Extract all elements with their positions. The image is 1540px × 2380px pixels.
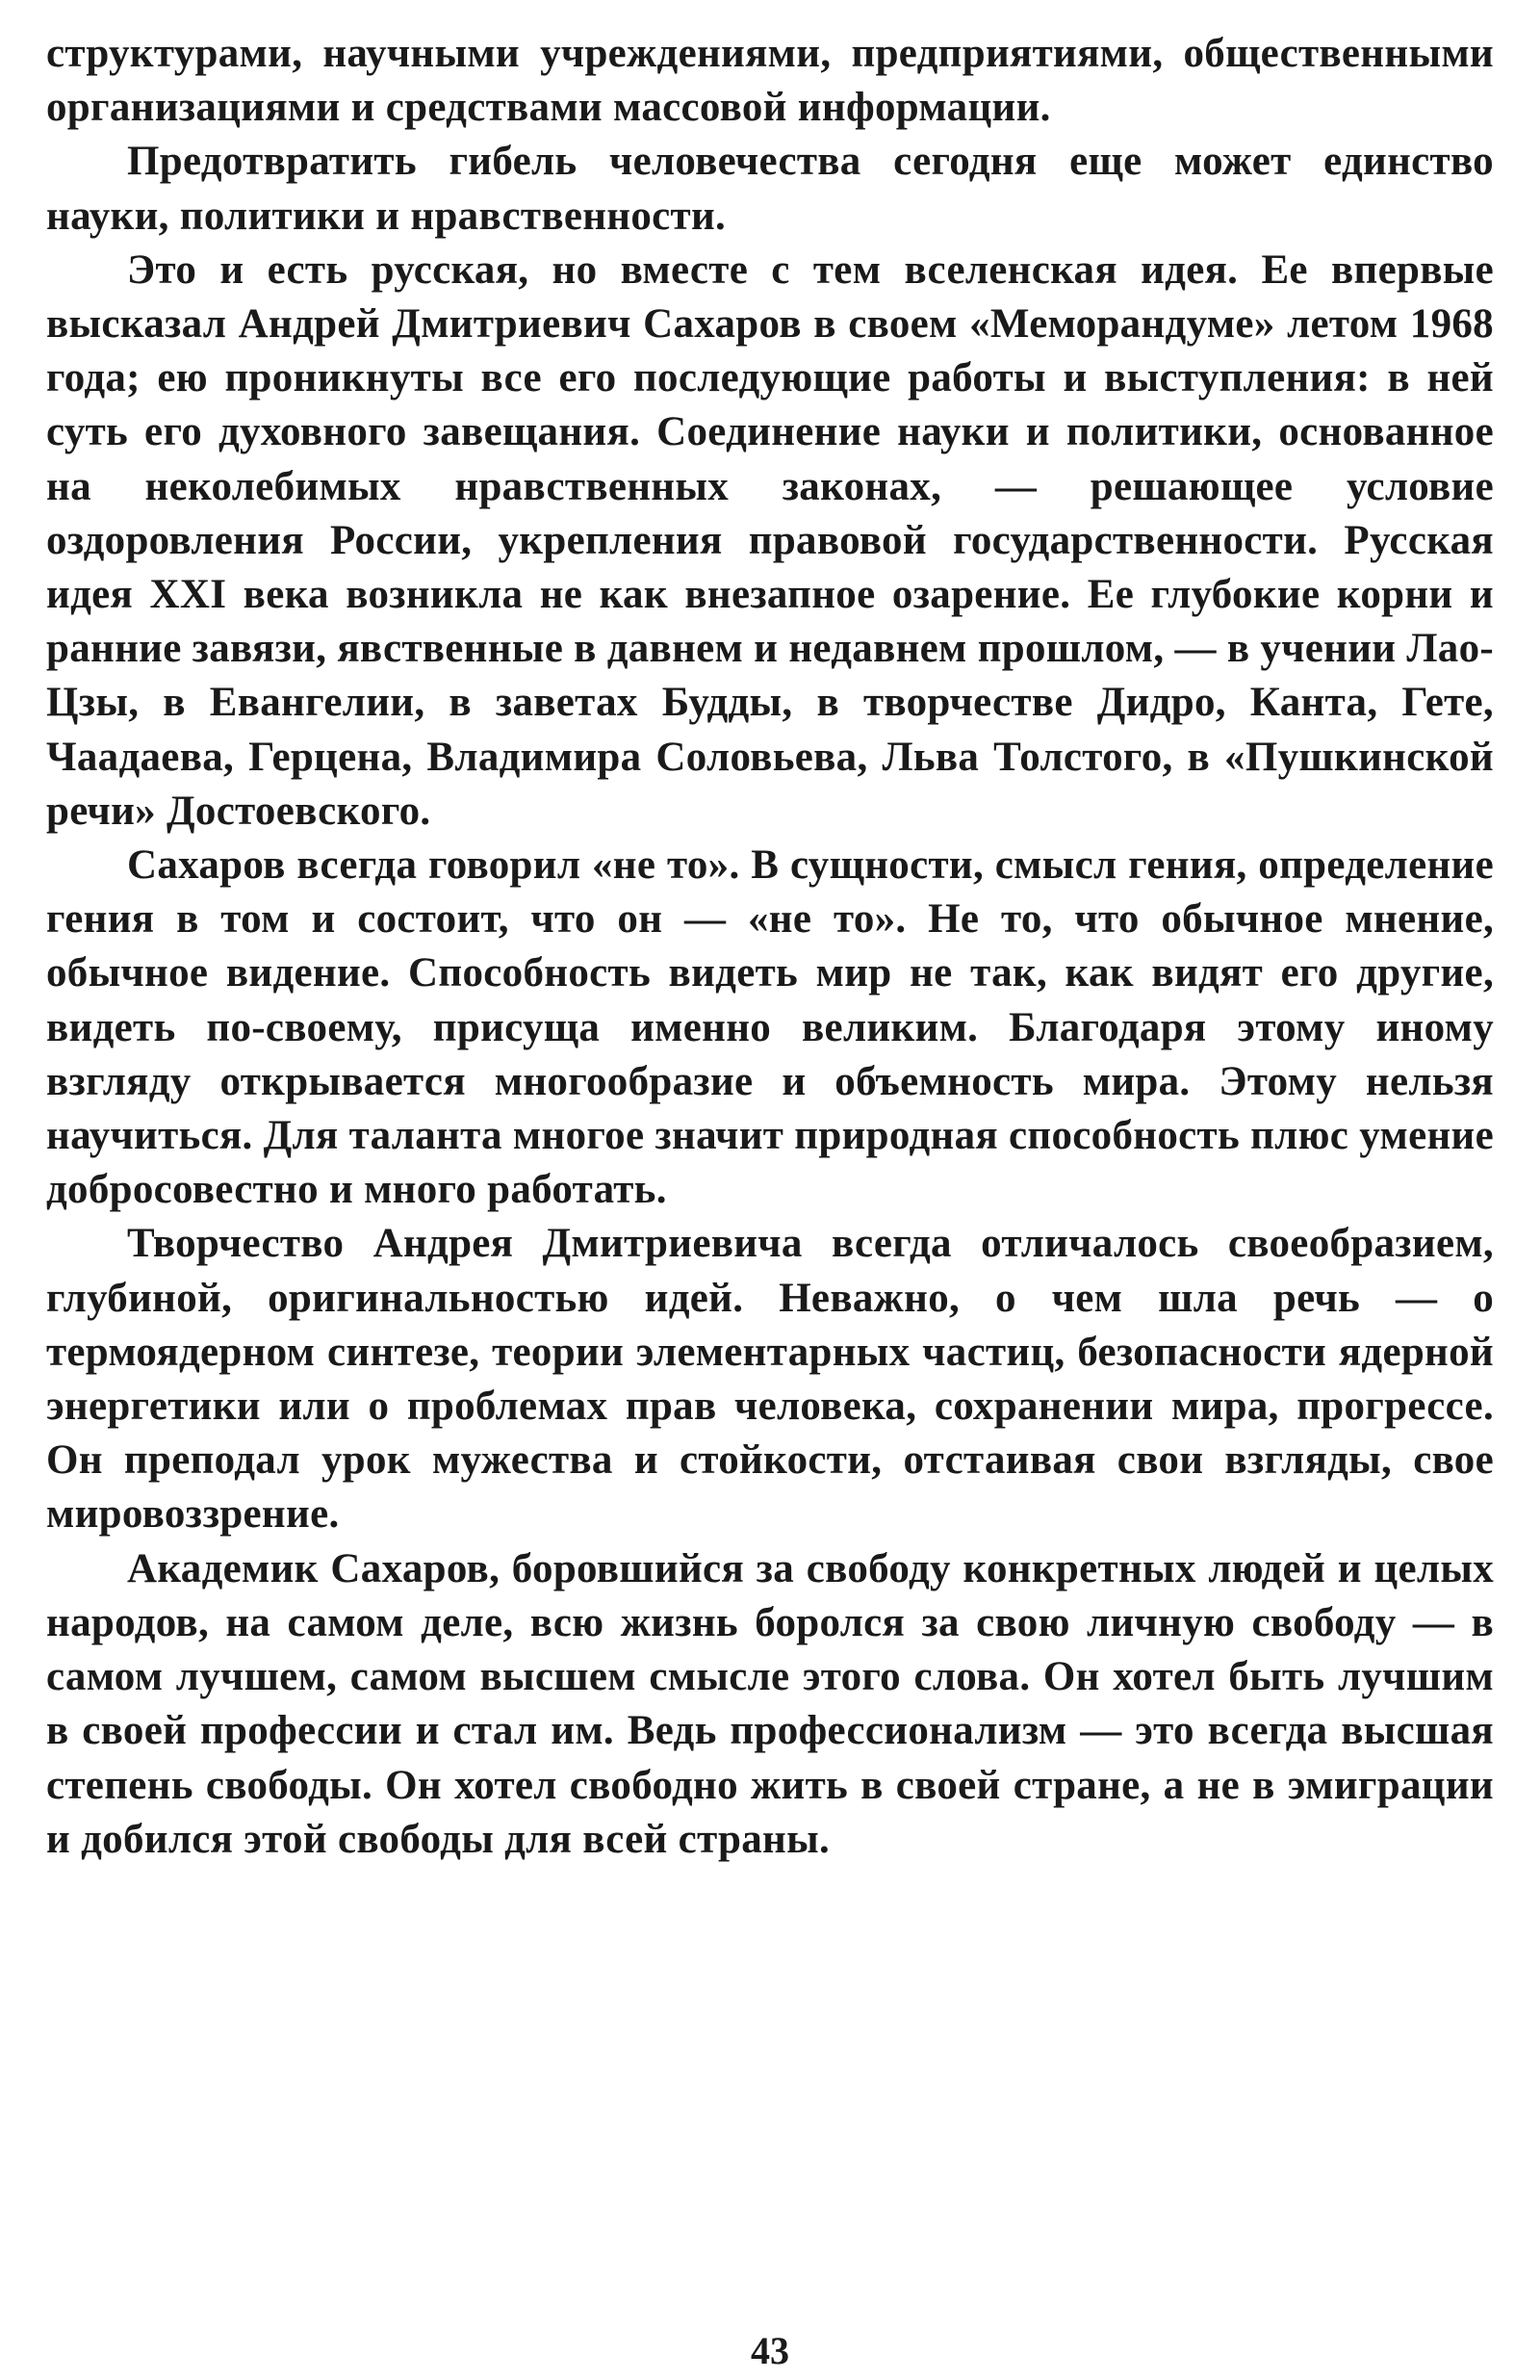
paragraph: Сахаров всегда говорил «не то». В сущности, смысл гения, определение гения в том и состоит, что он — «не то». Не то, что обычное мнение, обычное видение. Способность видеть мир не так, как видят его другие, видеть по-своему, присуща именно великим. Благодаря этому иному взгляду открывается многообразие и объемность мира. Этому нельзя научиться. Для таланта многое значит природная способность плюс умение добросовестно и много работать.	[46, 842, 1494, 1213]
paragraph-continued: структурами, научными учреждениями, предприятиями, общественными организациями и средствами массовой информации.	[46, 31, 1494, 131]
page-body	[46, 27, 1494, 1867]
page-number: 43	[751, 2329, 789, 2372]
paragraph: Предотвратить гибель человечества сегодня еще может единство науки, политики и нравственности.	[46, 139, 1494, 239]
paragraph: Это и есть русская, но вместе с тем вселенская идея. Ее впервые высказал Андрей Дмитриевич Сахаров в своем «Меморандуме» летом 1968 года; ею проникнуты все его последующие работы и выступления: в ней суть его духовного завещания. Соединение науки и политики, основанное на неколебимых нравственных законах, — решающее условие оздоровления России, укрепления правовой государственности. Русская идея XXI века возникла не как внезапное озарение. Ее глубокие корни и ранние завязи, явственные в давнем и недавнем прошлом, — в учении Лао-Цзы, в Евангелии, в заветах Будды, в творчестве Дидро, Канта, Гете, Чаадаева, Герцена, Владимира Соловьева, Льва Толстого, в «Пушкинской речи» Достоевского.	[46, 246, 1494, 834]
paragraph: Творчество Андрея Дмитриевича всегда отличалось своеобразием, глубиной, оригинальностью идей. Неважно, о чем шла речь — о термоядерном синтезе, теории элементарных частиц, безопасности ядерной энергетики или о проблемах прав человека, сохранении мира, прогрессе. Он преподал урок мужества и стойкости, отстаивая свои взгляды, свое мировоззрение.	[46, 1221, 1494, 1538]
paragraph: Академик Сахаров, боровшийся за свободу конкретных людей и целых народов, на самом деле, всю жизнь боролся за свою личную свободу — в самом лучшем, самом высшем смысле этого слова. Он хотел быть лучшим в своей профессии и стал им. Ведь профессионализм — это всегда высшая степень свободы. Он хотел свободно жить в своей стране, а не в эмиграции и добился этой свободы для всей страны.	[46, 1545, 1494, 1862]
